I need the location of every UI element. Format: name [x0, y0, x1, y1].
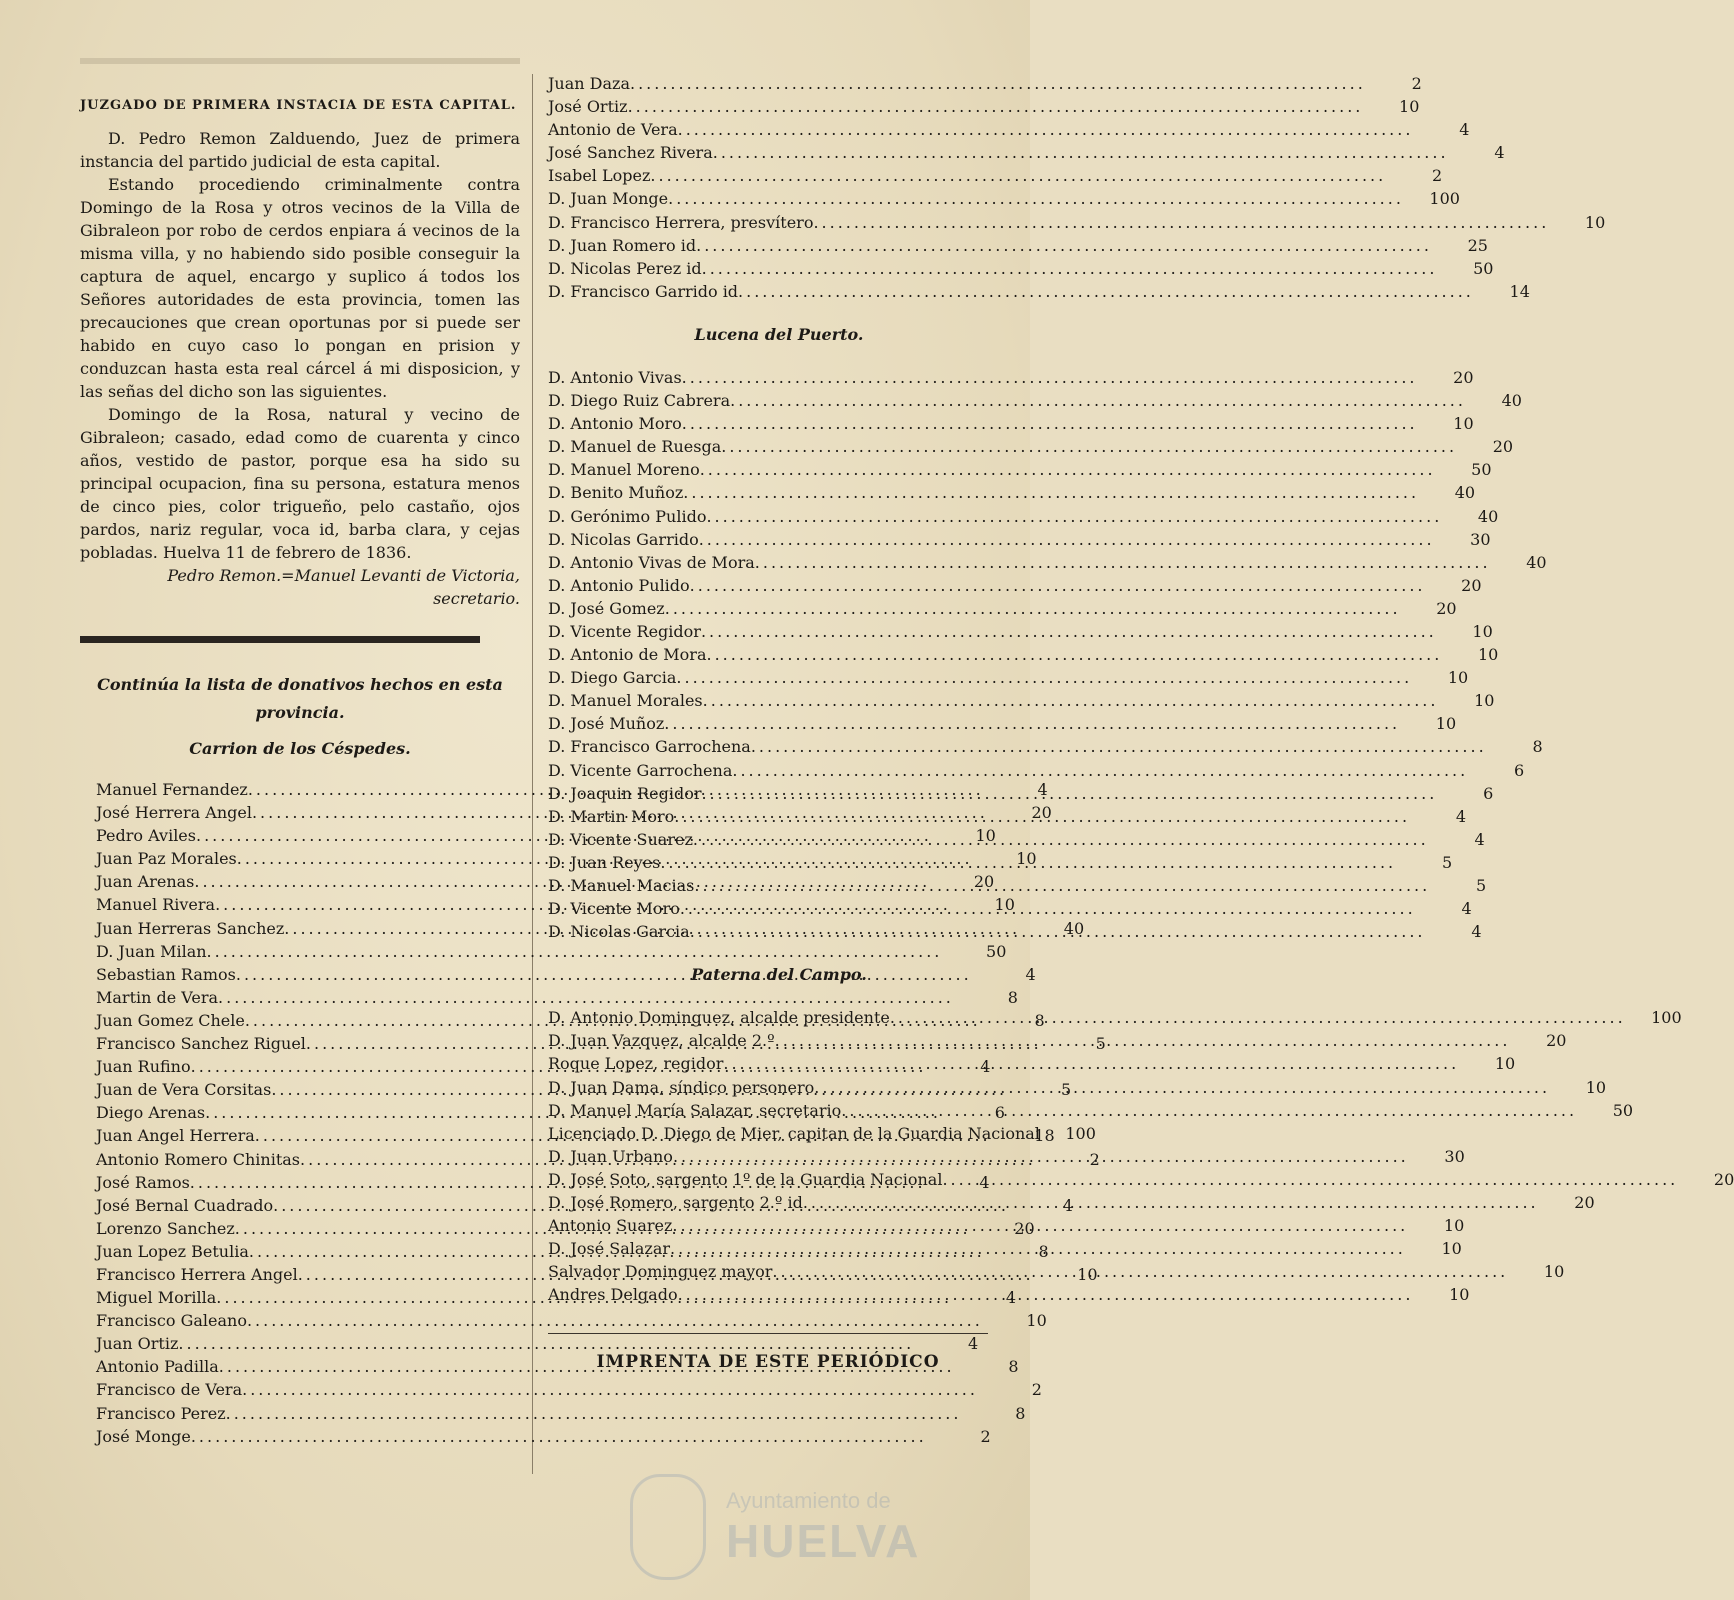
- leader-dots: [690, 574, 1426, 597]
- donation-amount: 4: [1037, 780, 1048, 799]
- list-item: [548, 458, 1492, 481]
- donation-amount: 4: [1025, 964, 1036, 984]
- donor-name: Licenciado D. Diego de Mier, capitan de la Guardia Nacional: [548, 1123, 1040, 1143]
- donation-amount: 50: [1471, 460, 1492, 480]
- list-item: [548, 551, 1547, 574]
- list-item: [548, 597, 1457, 620]
- donation-amount: 10: [994, 895, 1015, 915]
- leader-dots: [700, 458, 1436, 481]
- list-item: [548, 620, 1493, 643]
- donor-name: D. Antonio Pulido: [548, 575, 690, 595]
- leader-dots: [670, 1237, 1406, 1260]
- donor-name: D. José Soto, sargento 1º de la Guardia Nacional: [548, 1169, 943, 1189]
- list-item: [548, 366, 1474, 389]
- donor-name: Juan Lopez Betulia: [96, 1241, 249, 1261]
- donor-name: Juan Rufino: [96, 1057, 191, 1077]
- donor-name: Antonio de Vera: [548, 120, 678, 140]
- donor-name: D. Antonio de Mora: [548, 645, 707, 665]
- donation-amount: 4: [980, 1057, 991, 1077]
- leader-dots: [890, 1006, 1626, 1029]
- list-item: [548, 412, 1474, 435]
- leader-dots: [723, 1052, 1459, 1075]
- donation-amount: 8: [1038, 1241, 1049, 1261]
- donation-amount: 20: [1713, 1169, 1734, 1189]
- donation-amount: 50: [1473, 258, 1494, 278]
- leader-dots: [678, 1283, 1414, 1306]
- leader-dots: [682, 366, 1418, 389]
- edict-paragraph-1: D. Pedro Remon Zalduendo, Juez de primera instancia del partido judicial de esta capital.: [80, 129, 520, 171]
- list-item: [548, 735, 1543, 758]
- donation-amount: 8: [1034, 1010, 1045, 1030]
- leader-dots: [674, 805, 1410, 828]
- donation-amount: 10: [1474, 691, 1495, 711]
- donation-amount: 10: [1435, 714, 1457, 734]
- donation-amount: 10: [1399, 97, 1420, 117]
- list-item: [548, 257, 1494, 280]
- list-item: [548, 1029, 1567, 1052]
- donor-name: D. Francisco Garrido id: [548, 281, 739, 301]
- donation-amount: 5: [1060, 1080, 1072, 1100]
- donation-amount: 10: [1449, 1285, 1470, 1305]
- donation-amount: 100: [1065, 1123, 1096, 1143]
- leader-dots: [732, 759, 1468, 782]
- donation-amount: 2: [1031, 1380, 1042, 1400]
- donation-amount: 40: [1477, 506, 1499, 526]
- list-item: [548, 782, 1494, 805]
- donor-name: José Monge: [96, 1426, 191, 1446]
- donation-amount: 4: [1455, 806, 1467, 826]
- donation-amount: 10: [1477, 645, 1499, 665]
- donor-name: Andres Delgado: [548, 1285, 678, 1305]
- donation-amount: 40: [1063, 918, 1085, 938]
- leader-dots: [630, 72, 1366, 95]
- donor-name: Isabel Lopez: [548, 166, 651, 186]
- printer-imprint: IMPRENTA DE ESTE PERIÓDICO: [596, 1351, 940, 1372]
- archive-watermark: [630, 1470, 960, 1580]
- donor-name: José Ramos: [96, 1172, 190, 1192]
- donor-name: D. Juan Vazquez, alcalde 2.º: [548, 1031, 775, 1051]
- donation-amount: 40: [1454, 483, 1476, 503]
- leader-dots: [683, 481, 1419, 504]
- donation-amount: 30: [1470, 529, 1491, 549]
- donor-name: Antonio Suarez: [548, 1216, 673, 1236]
- list-item: [548, 164, 1443, 187]
- donor-name: D. Manuel Morales: [548, 691, 703, 711]
- list-item: [548, 118, 1470, 141]
- donation-amount: 10: [1077, 1264, 1098, 1284]
- list-item: [96, 1332, 979, 1355]
- donation-amount: 20: [1492, 437, 1514, 457]
- leader-dots: [755, 551, 1491, 574]
- donor-name: D. Juan Dama, síndico personero: [548, 1077, 815, 1097]
- donation-amount: 5: [1476, 876, 1487, 895]
- donation-amount: 40: [1526, 552, 1547, 572]
- donor-name: Manuel Fernandez: [96, 780, 248, 799]
- donor-name: D. Juan Romero id: [548, 235, 697, 255]
- donor-name: José Sanchez Rivera: [548, 143, 713, 163]
- donation-amount: 10: [1026, 1311, 1047, 1331]
- donor-name: Antonio Padilla: [96, 1357, 219, 1377]
- donor-name: Lorenzo Sanchez: [96, 1218, 235, 1238]
- donation-amount: 4: [979, 1172, 990, 1192]
- list-item: [548, 897, 1472, 920]
- donation-amount: 8: [1007, 987, 1018, 1007]
- leader-dots: [721, 435, 1457, 458]
- list-item: [96, 1309, 1047, 1332]
- donation-amount: 30: [1444, 1146, 1465, 1166]
- donor-name: José Herrera Angel: [96, 803, 252, 823]
- donor-name: D. Nicolas Perez id: [548, 258, 702, 278]
- donation-amount: 10: [1584, 212, 1606, 232]
- donation-amount: 10: [1543, 1262, 1565, 1282]
- donation-amount: 25: [1467, 235, 1488, 255]
- donor-name: Francisco Galeano: [96, 1311, 247, 1331]
- leader-dots: [803, 1191, 1539, 1214]
- donor-name: D. Antonio Moro: [548, 414, 682, 434]
- list-item: [548, 211, 1606, 234]
- donation-amount: 4: [1461, 899, 1472, 919]
- list-item: [548, 666, 1469, 689]
- donation-amount: 8: [1015, 1403, 1026, 1423]
- donation-amount: 4: [1459, 120, 1470, 140]
- leader-dots: [693, 828, 1429, 851]
- leader-dots: [699, 528, 1435, 551]
- leader-dots: [696, 234, 1432, 257]
- donation-amount: 20: [1461, 575, 1482, 595]
- donor-name: Sebastian Ramos: [96, 964, 236, 984]
- donation-amount: 18: [1034, 1126, 1055, 1146]
- leader-dots: [751, 735, 1487, 758]
- donor-name: D. Manuel Moreno: [548, 460, 700, 480]
- donor-name: D. José Gomez: [548, 598, 665, 618]
- list-item: [548, 574, 1482, 597]
- donor-name: Diego Arenas: [96, 1103, 206, 1123]
- donation-amount: 8: [1532, 737, 1543, 757]
- donation-amount: 10: [1447, 668, 1469, 688]
- carrion-donations-continued: [548, 72, 1606, 303]
- donation-amount: 10: [1472, 621, 1493, 641]
- edict-signature: Pedro Remon.=Manuel Levanti de Victoria, secretario.: [167, 566, 520, 608]
- donor-name: Roque Lopez, regidor: [548, 1054, 724, 1074]
- donation-amount: 2: [1411, 74, 1422, 93]
- donation-amount: 5: [1095, 1034, 1106, 1054]
- donor-name: D. Nicolas Garcia: [548, 922, 690, 942]
- donor-name: Miguel Morilla: [96, 1288, 217, 1308]
- lucena-donations-list: [548, 366, 1547, 943]
- donation-amount: 10: [1494, 1054, 1516, 1074]
- list-item: [548, 72, 1422, 95]
- list-item: [548, 1006, 1682, 1029]
- donor-name: D. Manuel Macias: [548, 876, 695, 895]
- list-item: [548, 1283, 1470, 1306]
- donor-name: D. Vicente Garrochena: [548, 760, 733, 780]
- donor-name: D. José Muñoz: [548, 714, 665, 734]
- leader-dots: [191, 1425, 927, 1448]
- donation-amount: 50: [986, 941, 1007, 961]
- donor-name: Pedro Aviles: [96, 826, 196, 846]
- donation-amount: 4: [1474, 829, 1485, 849]
- list-item: [548, 1099, 1634, 1122]
- donor-name: D. Diego Garcia: [548, 668, 677, 688]
- donation-amount: 4: [1494, 143, 1505, 163]
- donation-amount: 2: [1089, 1149, 1100, 1169]
- leader-dots: [672, 1214, 1408, 1237]
- list-item: [548, 1191, 1595, 1214]
- donation-amount: 20: [973, 872, 995, 892]
- list-item: [548, 528, 1491, 551]
- donation-amount: 2: [980, 1426, 991, 1446]
- donor-name: Juan Daza: [548, 74, 630, 93]
- donor-name: D. Vicente Suarez: [548, 829, 693, 849]
- watermark-line-1: Ayuntamiento de: [726, 1488, 891, 1513]
- donor-name: Juan Angel Herrera: [96, 1126, 255, 1146]
- donation-amount: 20: [1031, 803, 1052, 823]
- donor-name: D. Benito Muñoz: [548, 483, 684, 503]
- leader-dots: [668, 187, 1404, 210]
- list-item: [548, 1237, 1462, 1260]
- donor-name: Martin de Vera: [96, 987, 219, 1007]
- donation-amount: 10: [1443, 1216, 1465, 1236]
- donor-name: D. José Romero, sargento 2.º id: [548, 1193, 803, 1213]
- donation-amount: 4: [1005, 1288, 1017, 1308]
- donor-name: Francisco de Vera: [96, 1380, 243, 1400]
- list-item: [96, 1402, 1026, 1425]
- watermark-line-2: HUELVA: [726, 1515, 921, 1567]
- donation-amount: 2: [1432, 166, 1443, 186]
- list-item: [548, 643, 1499, 666]
- court-header: JUZGADO DE PRIMERA INSTACIA DE ESTA CAPITAL.: [80, 98, 517, 113]
- list-item: [548, 828, 1485, 851]
- list-item: [548, 481, 1476, 504]
- section-divider: [80, 636, 480, 643]
- donor-name: D. José Salazar: [548, 1239, 671, 1259]
- leader-dots: [682, 412, 1418, 435]
- donation-amount: 10: [1016, 849, 1037, 869]
- donor-name: D. Juan Milan: [96, 941, 207, 961]
- leader-dots: [775, 1029, 1511, 1052]
- donation-amount: 10: [1441, 1239, 1462, 1259]
- donor-name: Francisco Herrera Angel: [96, 1264, 298, 1284]
- leader-dots: [628, 95, 1364, 118]
- leader-dots: [242, 1378, 978, 1401]
- donor-name: Juan Herreras Sanchez: [96, 918, 285, 938]
- donor-name: Juan de Vera Corsitas: [96, 1080, 272, 1100]
- list-item: [96, 1425, 991, 1448]
- donation-amount: 4: [968, 1334, 979, 1354]
- leader-dots: [942, 1168, 1678, 1191]
- list-item: [548, 759, 1525, 782]
- leader-dots: [841, 1099, 1577, 1122]
- donor-name: D. Antonio Vivas de Mora: [548, 552, 755, 572]
- donor-name: D. Manuel de Ruesga: [548, 437, 722, 457]
- donations-list-title: Continúa la lista de donativos hechos en esta provincia.: [97, 675, 503, 722]
- leader-dots: [772, 1260, 1508, 1283]
- donation-amount: 8: [1008, 1357, 1019, 1377]
- list-item: [548, 280, 1530, 303]
- donation-amount: 6: [1483, 783, 1494, 803]
- list-item: [548, 712, 1457, 735]
- list-item: [548, 505, 1499, 528]
- donor-name: Juan Arenas: [96, 872, 195, 892]
- list-item: [96, 940, 1007, 963]
- leader-dots: [730, 389, 1466, 412]
- leader-dots: [673, 1145, 1409, 1168]
- donor-name: D. Antonio Dominguez, alcalde presidente: [548, 1008, 890, 1028]
- list-item: [548, 1076, 1607, 1099]
- leader-dots: [706, 505, 1442, 528]
- donor-name: Juan Ortiz: [96, 1334, 179, 1354]
- leader-dots: [813, 211, 1549, 234]
- donation-amount: 20: [1436, 598, 1457, 618]
- donor-name: D. Gerónimo Pulido: [548, 506, 707, 526]
- donation-amount: 6: [994, 1103, 1005, 1123]
- donation-amount: 20: [1574, 1193, 1595, 1213]
- donation-amount: 100: [1429, 189, 1460, 209]
- section-title-carrion: Carrion de los Céspedes.: [189, 739, 411, 758]
- donor-name: D. Diego Ruiz Cabrera: [548, 391, 731, 411]
- leader-dots: [702, 257, 1438, 280]
- leader-dots: [694, 874, 1430, 897]
- donor-name: D. Francisco Herrera, presvítero: [548, 212, 814, 232]
- donor-name: Manuel Rivera: [96, 895, 216, 915]
- donation-amount: 20: [1014, 1218, 1035, 1238]
- donation-amount: 50: [1612, 1100, 1634, 1120]
- leader-dots: [707, 643, 1443, 666]
- list-item: [548, 874, 1487, 897]
- list-item: [548, 689, 1495, 712]
- donor-name: D. Juan Reyes: [548, 852, 661, 872]
- leader-dots: [703, 689, 1439, 712]
- leader-dots: [690, 920, 1426, 943]
- list-item: [548, 1260, 1565, 1283]
- donor-name: Francisco Sanchez Riguel: [96, 1034, 306, 1054]
- donation-amount: 10: [975, 826, 996, 846]
- donation-amount: 4: [1062, 1195, 1073, 1215]
- donor-name: José Bernal Cuadrado: [96, 1195, 274, 1215]
- donor-name: D. Juan Urbano: [548, 1146, 673, 1166]
- donor-name: D. Manuel María Salazar, secretario: [548, 1100, 842, 1120]
- leader-dots: [701, 620, 1437, 643]
- donation-amount: 10: [1453, 414, 1474, 434]
- leader-dots: [226, 1402, 962, 1425]
- edict-paragraph-3: Domingo de la Rosa, natural y vecino de Gibraleon; casado, edad como de cuarenta y cinco años, vestido de pastor, porque esa ha sido su principal ocupacion, fina su persona, estatura menos de cinco pies, color trigueño, pelo castaño, ojos pardos, nariz regular, voca id, barba clara, y cejas pobladas. Huelva 11 de febrero de 1836.: [80, 405, 520, 562]
- leader-dots: [676, 666, 1412, 689]
- edict-paragraph-2: Estando procediendo criminalmente contra Domingo de la Rosa y otros vecinos de la Villa de Gibraleon por robo de cerdos enpiara á vecinos de la misma villa, y no habiendo sido posible conseguir la captura de aquel, encargo y suplico á todos los Señores autoridades de esta provincia, tomen las precauciones que crean oportunas por si puede ser habido en cuyo caso lo pongan en prision y conduzcan hasta esta real cárcel á mi disposicion, y las señas del dicho son las siguientes.: [80, 175, 520, 401]
- leader-dots: [680, 897, 1416, 920]
- donor-name: D. Juan Monge: [548, 189, 669, 209]
- donation-amount: 10: [1585, 1077, 1607, 1097]
- donor-name: D. Vicente Moro: [548, 899, 680, 919]
- leader-dots: [738, 280, 1474, 303]
- list-item: [548, 1052, 1516, 1075]
- donation-amount: 14: [1509, 281, 1530, 301]
- list-item: [96, 1378, 1042, 1401]
- donor-name: Juan Paz Morales: [96, 849, 237, 869]
- donation-amount: 5: [1441, 852, 1453, 872]
- donor-name: D. Joaquin Regidor: [548, 783, 702, 803]
- donation-amount: 100: [1651, 1008, 1682, 1028]
- donation-amount: 40: [1501, 391, 1522, 411]
- donor-name: Juan Gomez Chele: [96, 1010, 245, 1030]
- donation-amount: 4: [1471, 922, 1482, 942]
- leader-dots: [678, 118, 1414, 141]
- list-item: [548, 389, 1522, 412]
- leader-dots: [660, 851, 1396, 874]
- list-item: [548, 187, 1460, 210]
- leader-dots: [664, 712, 1400, 735]
- donor-name: D. Vicente Regidor: [548, 621, 701, 641]
- donation-amount: 20: [1546, 1031, 1567, 1051]
- donation-amount: 6: [1514, 760, 1525, 780]
- coat-of-arms-icon: [630, 1474, 706, 1580]
- donor-name: D. Francisco Garrochena: [548, 737, 751, 757]
- list-item: [548, 141, 1505, 164]
- donor-name: Francisco Perez: [96, 1403, 226, 1423]
- leader-dots: [713, 141, 1449, 164]
- list-item: [548, 234, 1488, 257]
- donor-name: D. Antonio Vivas: [548, 367, 682, 387]
- footer-rule: [548, 1333, 988, 1334]
- list-item: [548, 1168, 1734, 1191]
- donor-name: Salvador Dominguez mayor: [548, 1262, 773, 1282]
- list-item: [96, 986, 1018, 1009]
- list-item: [548, 1145, 1465, 1168]
- leader-dots: [650, 164, 1386, 187]
- donation-amount: 20: [1453, 367, 1474, 387]
- leader-dots: [701, 782, 1437, 805]
- section-title-paterna: Paterna del Campo.: [691, 965, 867, 985]
- list-item: [548, 95, 1420, 118]
- leader-dots: [814, 1076, 1550, 1099]
- donor-name: José Ortiz: [548, 97, 628, 117]
- donor-name: Antonio Romero Chinitas: [96, 1149, 301, 1169]
- list-item: [548, 435, 1514, 458]
- donor-name: D. Martin Moro: [548, 806, 675, 826]
- section-title-lucena: Lucena del Puerto.: [694, 324, 864, 344]
- leader-dots: [665, 597, 1401, 620]
- donor-name: D. Nicolas Garrido: [548, 529, 699, 549]
